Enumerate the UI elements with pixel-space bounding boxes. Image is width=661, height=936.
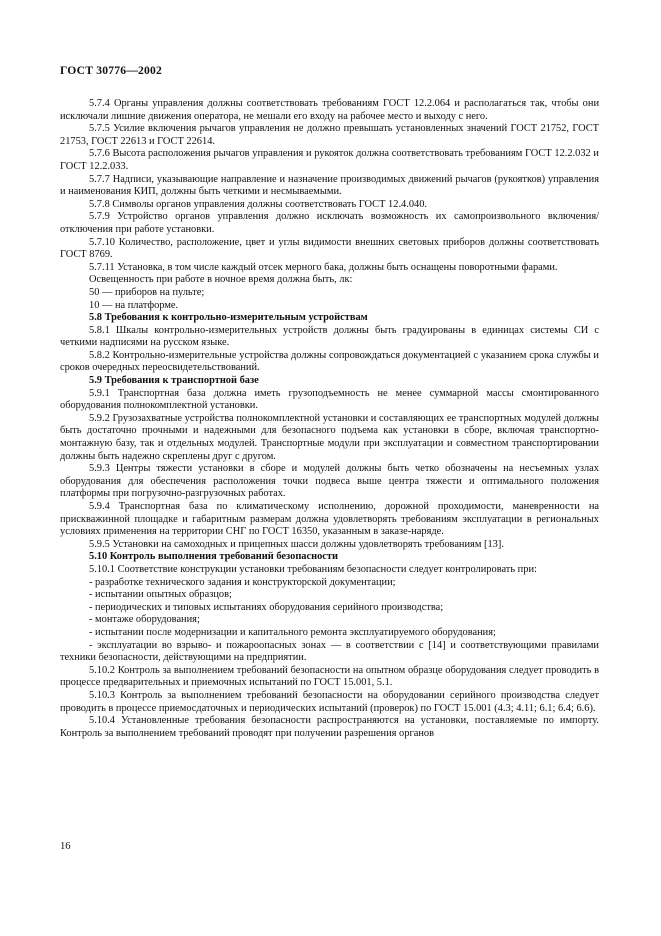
paragraph: 5.7.5 Усилие включения рычагов управления не должно превышать установленных значений ГОСТ 21752, ГОСТ 21753, ГОСТ 22613 и ГОСТ 22614.	[60, 123, 599, 147]
paragraph: 5.9.1 Транспортная база должна иметь грузоподъемность не менее суммарной массы смонтированного оборудования полнокомплектной установки.	[60, 387, 599, 412]
paragraph: 5.10.3 Контроль за выполнением требований безопасности на оборудовании серийного производства следует проводить в процессе приемосдаточных и периодических испытаний (проверок) по ГОСТ 15.001 (4.3; 4.11; 6.1; 6.4; 6.6).	[60, 689, 599, 714]
document-body	[60, 98, 599, 740]
paragraph: 5.10.4 Установленные требования безопасности распространяются на установки, поставляемые по импорту. Контроль за выполнением требований проводят при получении разрешения органов	[60, 715, 599, 739]
paragraph: 5.7.10 Количество, расположение, цвет и углы видимости внешних световых приборов должны соответствовать ГОСТ 8769.	[60, 236, 599, 261]
list-item: - периодических и типовых испытаниях оборудования серийного производства;	[89, 601, 444, 613]
paragraph: 10 — на платформе.	[89, 299, 179, 311]
list-item: - разработке технического задания и конструкторской документации;	[89, 576, 396, 588]
section-heading: 5.9 Требования к транспортной базе	[89, 375, 259, 387]
paragraph: Освещенность при работе в ночное время должна быть, лк:	[89, 274, 353, 286]
paragraph: 5.7.8 Символы органов управления должны соответствовать ГОСТ 12.4.040.	[89, 198, 428, 210]
paragraph: 5.10.1 Соответствие конструкции установки требованиям безопасности следует контролировать при:	[89, 563, 537, 575]
paragraph: 5.7.4 Органы управления должны соответствовать требованиям ГОСТ 12.2.064 и располагаться так, чтобы они исключали лишние движения оператора, не мешали его входу на рабочее место и выходу с него.	[60, 98, 599, 122]
paragraph: 5.9.3 Центры тяжести установки в сборе и модулей должны быть четко обозначены на несъемных узлах оборудования для обеспечения расположения точки подвеса выше центра тяжести и оптимального положения платформы при погрузочно-разгрузочных работах.	[60, 463, 599, 500]
paragraph: - эксплуатации во взрыво- и пожароопасных зонах — в соответствии с [14] и соответствующими правилами техники безопасности, действующими на предприятии.	[60, 639, 599, 664]
paragraph: 5.7.11 Установка, в том числе каждый отсек мерного бака, должны быть оснащены поворотными фарами.	[89, 261, 558, 273]
section-heading: 5.10 Контроль выполнения требований безопасности	[89, 551, 338, 563]
paragraph: 5.7.7 Надписи, указывающие направление и назначение производимых движений рычагов (рукоятков) управления и наименования КИП, должны быть четкими и несмываемыми.	[60, 173, 599, 198]
paragraph: 50 — приборов на пульте;	[89, 286, 205, 298]
page-number: 16	[60, 841, 71, 852]
section-heading: 5.8 Требования к контрольно-измерительным устройствам	[89, 312, 368, 324]
paragraph: 5.7.9 Устройство органов управления должно исключать возможность их самопроизвольного включения/отключения при работе установки.	[60, 211, 599, 235]
paragraph: 5.9.2 Грузозахватные устройства полнокомплектной установки и составляющих ее транспортных модулей должны быть достаточно прочными и надежными для безопасного подъема как установки в сборе, включая транспортно-монтажную базу, так и отдельных модулей. Транспортные модули при эксплуатации и совместном транспортировании должны быть надежно скреплены друг с другом.	[60, 412, 599, 462]
paragraph: 5.10.2 Контроль за выполнением требований безопасности на опытном образце оборудования следует проводить в процессе предварительных и приемочных испытаний по ГОСТ 15.001, 5.1.	[60, 664, 599, 689]
list-item: - испытании опытных образцов;	[89, 589, 232, 601]
paragraph: 5.9.4 Транспортная база по климатическому исполнению, дорожной проходимости, маневренности на прискважинной площадке и габаритным размерам должна удовлетворять требованиям эксплуатации в региональных условиях применения на территории СНГ по ГОСТ 16350, указанным в заказе-наряде.	[60, 501, 599, 538]
paragraph: 5.7.6 Высота расположения рычагов управления и рукояток должна соответствовать требованиям ГОСТ 12.2.032 и ГОСТ 12.2.033.	[60, 148, 599, 172]
paragraph: 5.9.5 Установки на самоходных и прицепных шасси должны удовлетворять требованиям [13].	[89, 538, 504, 550]
list-item: - испытании после модернизации и капитального ремонта эксплуатируемого оборудования;	[89, 626, 496, 638]
paragraph: 5.8.1 Шкалы контрольно-измерительных устройств должны быть градуированы в единицах системы СИ с четкими надписями на русском языке.	[60, 324, 599, 349]
document-header: ГОСТ 30776—2002	[60, 64, 163, 77]
list-item: - монтаже оборудования;	[89, 614, 200, 626]
paragraph: 5.8.2 Контрольно-измерительные устройства должны сопровождаться документацией с указанием срока службы и сроков очередных переосвидетельствований.	[60, 349, 599, 374]
